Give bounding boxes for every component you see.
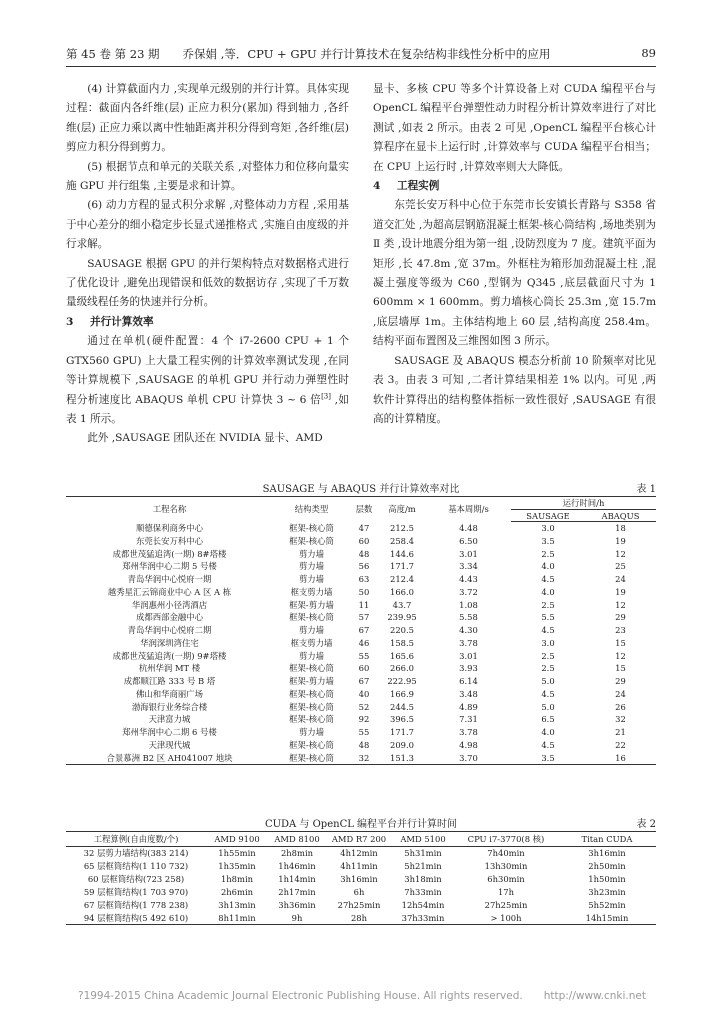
section-title: 工程实例 xyxy=(397,180,440,193)
table2-header: AMD 5100 xyxy=(392,832,454,847)
table-row xyxy=(66,912,656,925)
table-cell: 1h46min xyxy=(278,860,316,871)
table-cell: 4.30 xyxy=(459,625,478,635)
section-number: 4 xyxy=(373,180,381,193)
section-number: 3 xyxy=(66,315,74,328)
table-cell: 越秀星汇云锦商业中心 A 区 A 栋 xyxy=(107,586,232,597)
table-cell: 4.0 xyxy=(541,586,555,597)
table-cell: 华润惠州小径湾酒店 xyxy=(131,599,208,610)
table-row xyxy=(66,560,656,573)
table-cell: 成都世茂猛追湾(一期) 9#塔楼 xyxy=(112,650,227,661)
table-cell: 29 xyxy=(615,612,626,623)
table-cell: 59 层框筒结构(1 703 970) xyxy=(83,886,189,897)
table-cell: 29 xyxy=(615,676,626,686)
table1 xyxy=(66,496,656,765)
table-cell: 21 xyxy=(615,727,626,737)
table-cell: 67 层框筒结构(1 778 238) xyxy=(83,899,189,910)
table-cell: 15 xyxy=(615,637,626,648)
table2-header: 工程算例(自由度数/个) xyxy=(66,832,206,847)
table-cell: 天津富力城 xyxy=(148,714,191,725)
table-cell: 28h xyxy=(350,912,368,923)
table-row xyxy=(66,548,656,561)
copyright-footer: ?1994-2015 China Academic Journal Electronic Publishing House. All rights reserved. http://www.cnki.net xyxy=(78,990,646,1002)
table-cell: 4.5 xyxy=(541,739,555,750)
table-cell: 57 xyxy=(358,612,370,623)
table-cell: 框架-核心筒 xyxy=(289,752,334,763)
table-cell: 2h8min xyxy=(280,848,314,858)
table-cell: 2.5 xyxy=(541,663,555,674)
table-cell: 合景慕洲 B2 区 AH041007 地块 xyxy=(106,752,233,763)
table-cell: 4.0 xyxy=(541,727,555,737)
table-cell: 1.08 xyxy=(459,599,478,610)
table-cell: 青岛华润中心悦府一期 xyxy=(127,574,212,584)
table-cell: 46 xyxy=(358,637,370,648)
table-cell: 222.95 xyxy=(387,676,417,686)
table1-subheader: SAUSAGE xyxy=(511,510,585,522)
table-cell: 7h40min xyxy=(487,848,525,858)
table1-header: 运行时间/h xyxy=(511,497,656,510)
table-cell: 3h16min xyxy=(340,873,378,884)
page-number: 89 xyxy=(641,46,656,60)
table-cell: 32 层剪力墙结构(383 214) xyxy=(83,848,189,858)
table-row xyxy=(66,675,656,688)
table1-header: 层数 xyxy=(355,504,373,515)
table-cell: 框架-核心筒 xyxy=(289,701,334,712)
table2-header: AMD R7 200 xyxy=(326,832,392,847)
table-cell: 14h15min xyxy=(585,912,629,923)
table-cell: 12 xyxy=(615,548,626,559)
table-row xyxy=(66,688,656,701)
table-cell: 顺德保利商务中心 xyxy=(136,522,203,533)
table-cell: 171.7 xyxy=(390,727,414,737)
table-cell: 13h30min xyxy=(484,860,528,871)
table-cell: 11 xyxy=(358,599,370,610)
table-cell: 5.5 xyxy=(541,612,555,623)
table-cell: 15 xyxy=(615,663,626,674)
table-cell: 27h25min xyxy=(337,899,381,910)
table-cell: 3.5 xyxy=(541,535,555,546)
table-cell: 32 xyxy=(358,752,370,763)
table-cell: 4.89 xyxy=(459,701,478,712)
table-row xyxy=(66,752,656,765)
table-row xyxy=(66,586,656,599)
table-cell: 5.0 xyxy=(541,676,555,686)
table-cell: 158.5 xyxy=(390,637,414,648)
table-cell: 1h55min xyxy=(218,848,256,858)
table-cell: 框架-核心筒 xyxy=(289,688,334,699)
table-cell: 框支剪力墙 xyxy=(290,637,333,648)
table-cell: 1h14min xyxy=(278,873,316,884)
paragraph: 此外 ,SAUSAGE 团队还在 NVIDIA 显卡、AMD xyxy=(87,432,323,445)
table-cell: 19 xyxy=(615,535,626,546)
table2-body xyxy=(66,847,656,925)
table-cell: 剪力墙 xyxy=(298,548,325,559)
paragraph: (5) 根据节点和单元的关联关系 ,对整体力和位移向量实施 GPU 并行组集 ,主要是求和计算。 xyxy=(66,160,349,193)
table-cell: 2h50min xyxy=(588,860,626,871)
table-cell: 成都世茂猛追湾(一期) 8#塔楼 xyxy=(112,548,227,559)
table-cell: 18 xyxy=(615,523,626,533)
table-cell: 171.7 xyxy=(390,561,414,572)
paragraph: SAUSAGE 及 ABAQUS 模态分析前 10 阶频率对比见表 3。由表 3 可知 ,二者计算结果相差 1% 以内。可见 ,两软件计算得出的结构整体指标一致性很好 ,SAUSAGE 有很高的计算精度。 xyxy=(373,354,656,425)
table-cell: 4.48 xyxy=(459,522,478,533)
table-cell: 50 xyxy=(358,586,370,597)
table-cell: 框架-核心筒 xyxy=(289,522,334,533)
paragraph: 东莞长安万科中心位于东莞市长安镇长青路与 S358 省道交汇处 ,为超高层钢筋混凝土框架-核心筒结构 ,场地类别为 Ⅱ 类 ,设计地震分组为第一组 ,设防烈度为 7 度。建筑平面为矩形 ,长 47.8m ,宽 37m。外框柱为箱形加劲混凝土柱 ,混凝土强度等级为 C60 ,型钢为 Q345 ,底层截面尺寸为 1 600mm × 1 600mm。剪力墙核心筒长 25.3m ,宽 15.7m ,底层墙厚 1m。主体结构地上 60 层 ,结构高度 258.4m。结构平面布置图及三维图如图 3 所示。 xyxy=(373,199,656,348)
table-cell: 55 xyxy=(358,727,370,737)
table-cell: 4.43 xyxy=(459,574,478,584)
table-cell: 47 xyxy=(358,522,370,533)
table-cell: 天津现代城 xyxy=(148,739,191,750)
table-row xyxy=(66,899,656,912)
table-cell: 4.0 xyxy=(541,561,555,572)
table1-header: 工程名称 xyxy=(152,504,187,515)
table-cell: 56 xyxy=(358,561,370,572)
table-cell: 3.70 xyxy=(459,752,478,763)
table-cell: 5.0 xyxy=(541,701,555,712)
table-row xyxy=(66,599,656,612)
table2-title: CUDA 与 OpenCL 编程平台并行计算时间 xyxy=(264,819,458,830)
table-cell: 3.01 xyxy=(459,548,478,559)
table-cell: 48 xyxy=(358,548,370,559)
paragraph: (6) 动力方程的显式积分求解 ,对整体动力方程 ,采用基于中心差分的细小稳定步长显式递推格式 ,实施自由度级的并行求解。 xyxy=(66,199,349,251)
table2-header: AMD 8100 xyxy=(268,832,326,847)
table-cell: 2h6min xyxy=(220,886,254,897)
citation: [3] xyxy=(321,391,331,400)
table-cell: 22 xyxy=(615,739,626,750)
table1-body xyxy=(66,522,656,765)
table-row xyxy=(66,637,656,650)
table-cell: 4h12min xyxy=(340,848,378,858)
table-cell: 396.5 xyxy=(390,714,414,725)
table-cell: 4.5 xyxy=(541,688,555,699)
table-cell: 框架-剪力墙 xyxy=(289,676,334,686)
table-cell: 2.5 xyxy=(541,599,555,610)
table-cell: 12 xyxy=(615,599,626,610)
table2-header: CPU i7-3770(8 核) xyxy=(454,832,558,847)
table-cell: 60 xyxy=(358,535,370,546)
table-row xyxy=(66,847,656,860)
paragraph: SAUSAGE 根据 GPU 的并行架构特点对数据格式进行了优化设计 ,避免出现错误和低效的数据访存 ,实现了千万数量级线程任务的快速并行分析。 xyxy=(66,257,349,309)
table-cell: 6h xyxy=(353,886,365,897)
table-cell: 框支剪力墙 xyxy=(290,586,333,597)
table-row xyxy=(66,624,656,637)
table-row xyxy=(66,522,656,535)
table-cell: 3h18min xyxy=(404,873,442,884)
table-cell: 剪力墙 xyxy=(298,650,325,661)
table-cell: 166.9 xyxy=(390,688,414,699)
table-cell: 212.5 xyxy=(390,522,414,533)
right-column xyxy=(373,80,656,429)
table-row xyxy=(66,662,656,675)
table-cell: 成都西部金融中心 xyxy=(136,612,203,623)
table-cell: 3.78 xyxy=(459,637,478,648)
table-cell: 6.50 xyxy=(459,535,478,546)
table-cell: 60 层框筒结构(723 258) xyxy=(87,873,185,884)
table-row xyxy=(66,739,656,752)
table-cell: 8h11min xyxy=(218,912,256,923)
table-cell: 框架-剪力墙 xyxy=(289,599,334,610)
table-cell: 杭州华润 MT 楼 xyxy=(138,663,201,674)
table-cell: 4h11min xyxy=(340,860,378,871)
table-cell: 1h35min xyxy=(218,860,256,871)
table-cell: 3h13min xyxy=(218,899,256,910)
section-heading xyxy=(373,177,656,196)
table2 xyxy=(66,831,656,925)
table-cell: 7h33min xyxy=(404,886,442,897)
table-cell: 佛山和华商丽广场 xyxy=(136,688,203,699)
table-cell: 2h17min xyxy=(278,886,316,897)
table-cell: 框架-核心筒 xyxy=(289,663,334,674)
table-cell: 3.48 xyxy=(459,688,478,699)
table-cell: 17h xyxy=(497,886,515,897)
table-cell: 5h31min xyxy=(404,848,442,858)
table-row xyxy=(66,726,656,739)
table-cell: 19 xyxy=(615,586,626,597)
table-cell: 55 xyxy=(358,650,370,661)
table-cell: 25 xyxy=(615,561,626,572)
table-cell: 52 xyxy=(358,701,370,712)
paragraph: (4) 计算截面内力 ,实现单元级别的并行计算。具体实现过程：截面内各纤维(层) 正应力积分(累加) 得到轴力 ,各纤维(层) 正应力乘以离中性轴距离并积分得到弯矩 ,各纤维(层) 剪应力积分得到剪力。 xyxy=(66,83,349,154)
paragraph: 显卡、多核 CPU 等多个计算设备上对 CUDA 编程平台与 OpenCL 编程平台弹塑性动力时程分析计算效率进行了对比测试 ,如表 2 所示。由表 2 可见 ,OpenCL 编程平台核心计算程序在显卡上运行时 ,计算效率与 CUDA 编程平台相当；在 CPU 上运行时 ,计算效率则大大降低。 xyxy=(373,83,656,173)
table-cell: 37h33min xyxy=(401,912,445,923)
table-cell: 郑州华润中心二期 5 号楼 xyxy=(122,561,217,572)
header-journal-info: 第 45 卷 第 23 期 乔保娟 ,等．CPU + GPU 并行计算技术在复杂结构非线性分析中的应用 xyxy=(66,47,551,61)
table-cell: 3.0 xyxy=(541,637,555,648)
table-cell: 成都顺江路 333 号 B 塔 xyxy=(123,676,216,686)
table-cell: 26 xyxy=(615,701,626,712)
table-cell: 258.4 xyxy=(390,535,414,546)
table-cell: 165.6 xyxy=(390,650,414,661)
table-cell: 65 层框筒结构(1 110 732) xyxy=(83,860,189,871)
table-row xyxy=(66,701,656,714)
table-cell: 3h23min xyxy=(588,886,626,897)
table-cell: 3h16min xyxy=(588,848,626,858)
table-cell: 48 xyxy=(358,739,370,750)
table-row xyxy=(66,713,656,726)
table-cell: 43.7 xyxy=(392,599,412,610)
table-cell: 7.31 xyxy=(459,714,478,725)
table-cell: 92 xyxy=(358,714,370,725)
table-cell: 剪力墙 xyxy=(298,727,325,737)
table2-header: AMD 9100 xyxy=(206,832,268,847)
table-cell: 212.4 xyxy=(390,574,414,584)
table-cell: 67 xyxy=(358,625,370,635)
table-cell: 1h8min xyxy=(220,873,254,884)
table-cell: 166.0 xyxy=(390,586,414,597)
table-cell: 框架-核心筒 xyxy=(289,535,334,546)
table-cell: 剪力墙 xyxy=(298,574,325,584)
table-row xyxy=(66,573,656,586)
table-cell: 3.78 xyxy=(459,727,478,737)
table1-caption xyxy=(66,480,656,495)
table1-title: SAUSAGE 与 ABAQUS 并行计算效率对比 xyxy=(262,484,460,495)
table-row xyxy=(66,873,656,886)
paragraph: 通过在单机(硬件配置：4 个 i7-2600 CPU + 1 个 GTX560 GPU) 上大量工程实例的计算效率测试发现 ,在同等计算规模下 ,SAUSAGE 的单机 GPU 并行动力弹塑性时程分析速度比 ABAQUS 单机 CPU 计算快 3 ~ 6 倍[3] ,如表 1 所示。 xyxy=(66,335,349,425)
table-cell: 3.0 xyxy=(541,523,555,533)
left-column xyxy=(66,80,349,449)
table-cell: 郑州华润中心二期 6 号楼 xyxy=(122,727,217,737)
table-row xyxy=(66,535,656,548)
table-cell: 94 层框筒结构(5 492 610) xyxy=(83,912,189,923)
table-cell: 16 xyxy=(615,752,626,763)
table-cell: 框架-核心筒 xyxy=(289,714,334,725)
table-cell: 24 xyxy=(615,574,626,584)
table-cell: 3.5 xyxy=(541,752,555,763)
table-cell: 266.0 xyxy=(390,663,414,674)
table1-header: 结构类型 xyxy=(294,504,329,515)
table-row xyxy=(66,611,656,624)
table-cell: 12h54min xyxy=(401,899,445,910)
table-cell: 框架-核心筒 xyxy=(289,739,334,750)
table-cell: 9h xyxy=(291,912,303,923)
table-cell: 3.72 xyxy=(459,586,478,597)
table-cell: 1h50min xyxy=(588,873,626,884)
table2-number: 表 2 xyxy=(636,819,656,830)
table-cell: 3.34 xyxy=(459,561,478,572)
table2-header: Titan CUDA xyxy=(558,832,656,847)
section-title: 并行计算效率 xyxy=(90,315,154,328)
table-cell: 6.5 xyxy=(541,714,555,725)
table-row xyxy=(66,886,656,899)
table-cell: 4.98 xyxy=(459,739,478,750)
table-cell: 框架-核心筒 xyxy=(289,612,334,623)
table-cell: 144.6 xyxy=(390,548,414,559)
table-cell: 华润深圳湾住宅 xyxy=(140,637,199,648)
table-cell: 5.58 xyxy=(459,612,478,623)
table-cell: 6.14 xyxy=(459,676,478,686)
table-cell: 剪力墙 xyxy=(298,561,325,572)
table-cell: 24 xyxy=(615,688,626,699)
table-cell: 3.93 xyxy=(459,663,478,674)
table-cell: 40 xyxy=(358,688,370,699)
table-cell: 63 xyxy=(358,574,370,584)
table-cell: 23 xyxy=(615,625,626,635)
table-cell: 239.95 xyxy=(387,612,417,623)
table-cell: 67 xyxy=(358,676,370,686)
table2-caption xyxy=(66,815,656,830)
table-cell: 4.5 xyxy=(541,625,555,635)
table-cell: 220.5 xyxy=(390,625,414,635)
table-cell: 6h30min xyxy=(487,873,525,884)
table-cell: 2.5 xyxy=(541,650,555,661)
table-cell: 5h52min xyxy=(588,899,626,910)
table-cell: 4.5 xyxy=(541,574,555,584)
table-cell: 青岛华润中心悦府二期 xyxy=(127,625,212,635)
table-cell: 244.5 xyxy=(390,701,414,712)
table-cell: 3.01 xyxy=(459,650,478,661)
table-cell: 3h36min xyxy=(278,899,316,910)
table-row xyxy=(66,860,656,873)
table-cell: 151.3 xyxy=(390,752,414,763)
table-cell: 2.5 xyxy=(541,548,555,559)
section-heading xyxy=(66,313,349,332)
table1-subheader: ABAQUS xyxy=(585,510,656,522)
table-cell: > 100h xyxy=(490,912,522,923)
table-cell: 60 xyxy=(358,663,370,674)
header-rule xyxy=(66,66,656,67)
table-cell: 32 xyxy=(615,714,626,725)
table1-header: 高度/m xyxy=(388,504,416,515)
table-cell: 剪力墙 xyxy=(298,625,325,635)
table-cell: 27h25min xyxy=(484,899,528,910)
table-cell: 东莞长安万科中心 xyxy=(136,535,203,546)
table1-number: 表 1 xyxy=(636,484,656,495)
table-cell: 渤海银行业务综合楼 xyxy=(131,701,208,712)
table-row xyxy=(66,650,656,663)
table-cell: 209.0 xyxy=(390,739,414,750)
table1-header: 基本周期/s xyxy=(448,504,489,515)
table-cell: 5h21min xyxy=(404,860,442,871)
table-cell: 12 xyxy=(615,650,626,661)
